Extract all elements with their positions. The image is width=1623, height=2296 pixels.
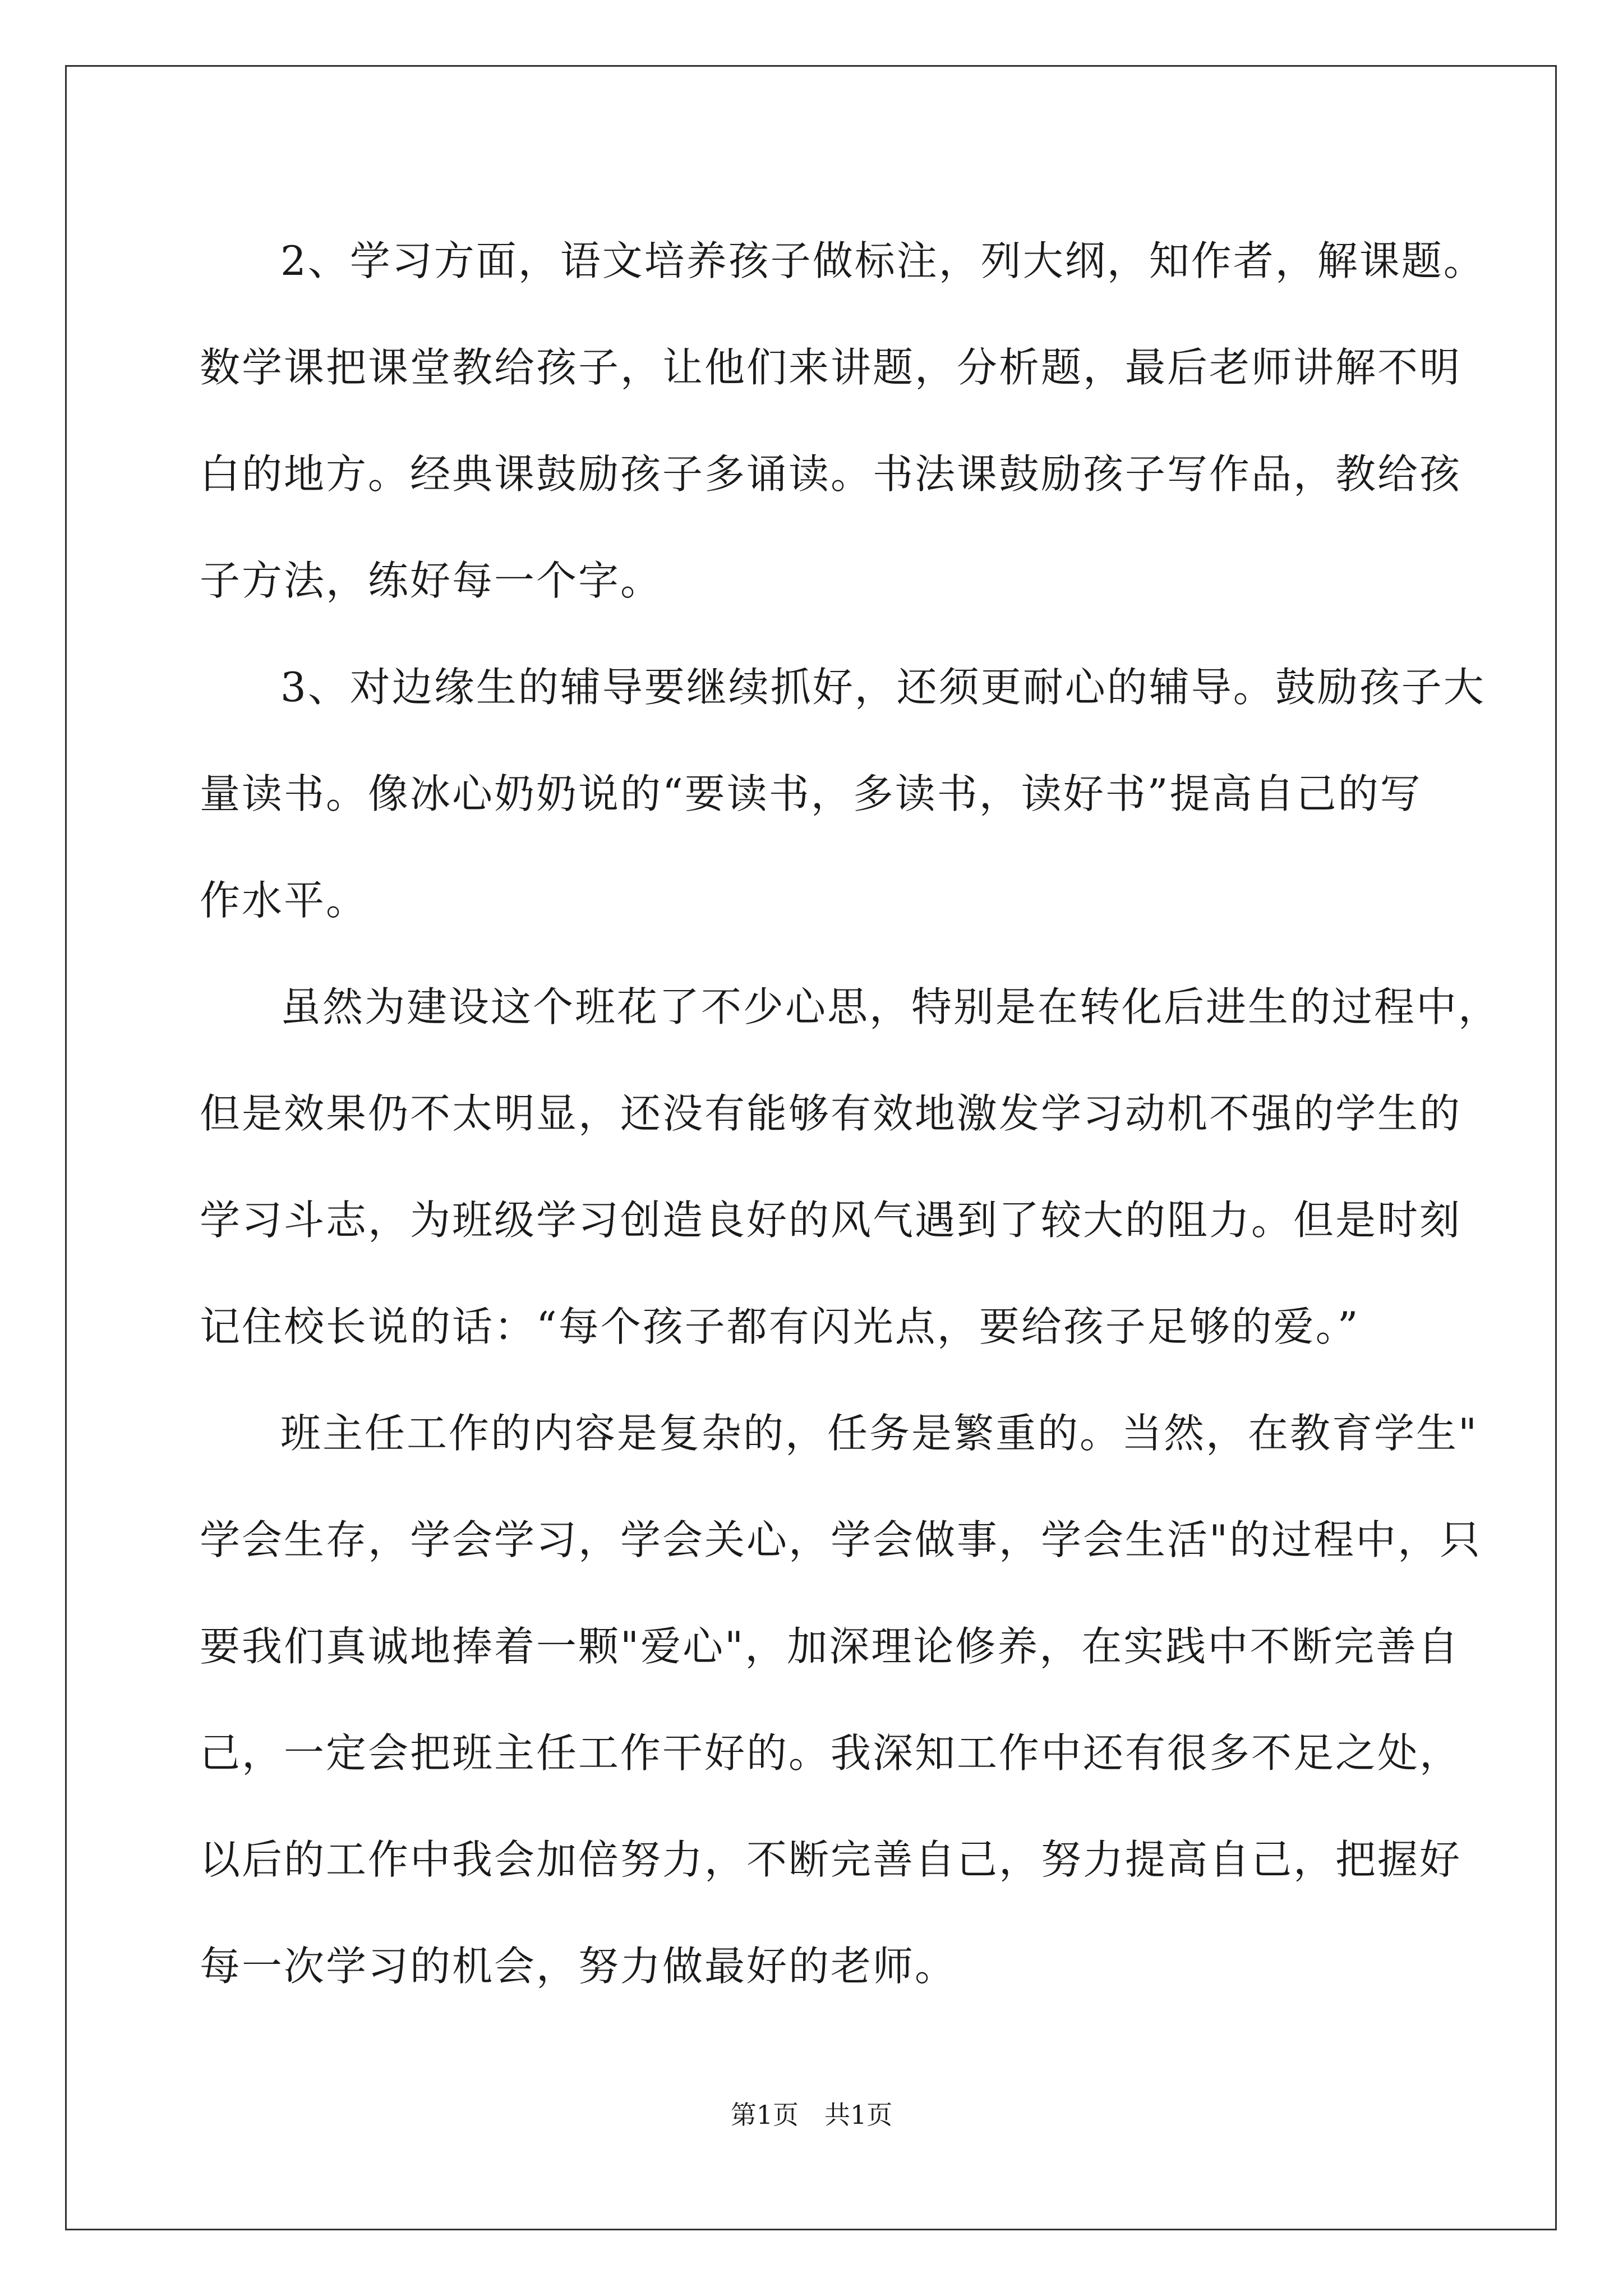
text-line: 但是效果仍不太明显，还没有能够有效地激发学习动机不强的学生的 [200, 1090, 1462, 1137]
text-line: 2、学习方面，语文培养孩子做标注，列大纲，知作者，解课题。 [280, 237, 1486, 284]
text-line: 3、对边缘生的辅导要继续抓好，还须更耐心的辅导。鼓励孩子大 [280, 664, 1486, 711]
text-line: 班主任工作的内容是复杂的，任务是繁重的。当然，在教育学生" [280, 1410, 1479, 1457]
page-number-total: 共1页 [824, 2100, 893, 2130]
text-line: 每一次学习的机会，努力做最好的老师。 [200, 1943, 957, 1990]
text-line: 量读书。像冰心奶奶说的“要读书，多读书，读好书”提高自己的写 [200, 770, 1422, 817]
text-line: 学会生存，学会学习，学会关心，学会做事，学会生活"的过程中，只 [200, 1516, 1482, 1563]
text-line: 白的地方。经典课鼓励孩子多诵读。书法课鼓励孩子写作品，教给孩 [200, 450, 1462, 498]
text-line: 以后的工作中我会加倍努力，不断完善自己，努力提高自己，把握好 [200, 1836, 1462, 1883]
text-line: 虽然为建设这个班花了不少心思，特别是在转化后进生的过程中， [280, 983, 1501, 1030]
text-line: 数学课把课堂教给孩子，让他们来讲题，分析题，最后老师讲解不明 [200, 344, 1462, 391]
page-number-current: 第1页 [730, 2100, 799, 2130]
text-line: 作水平。 [200, 877, 368, 924]
text-line: 己，一定会把班主任工作干好的。我深知工作中还有很多不足之处， [200, 1729, 1462, 1777]
text-line: 记住校长说的话：“每个孩子都有闪光点，要给孩子足够的爱。” [200, 1303, 1360, 1350]
page-footer [0, 2098, 1623, 2132]
text-line: 学习斗志，为班级学习创造良好的风气遇到了较大的阻力。但是时刻 [200, 1197, 1462, 1244]
text-line: 要我们真诚地捧着一颗"爱心"，加深理论修养，在实践中不断完善自 [200, 1623, 1460, 1670]
document-body [200, 208, 1501, 2019]
text-line: 子方法，练好每一个字。 [200, 557, 663, 604]
